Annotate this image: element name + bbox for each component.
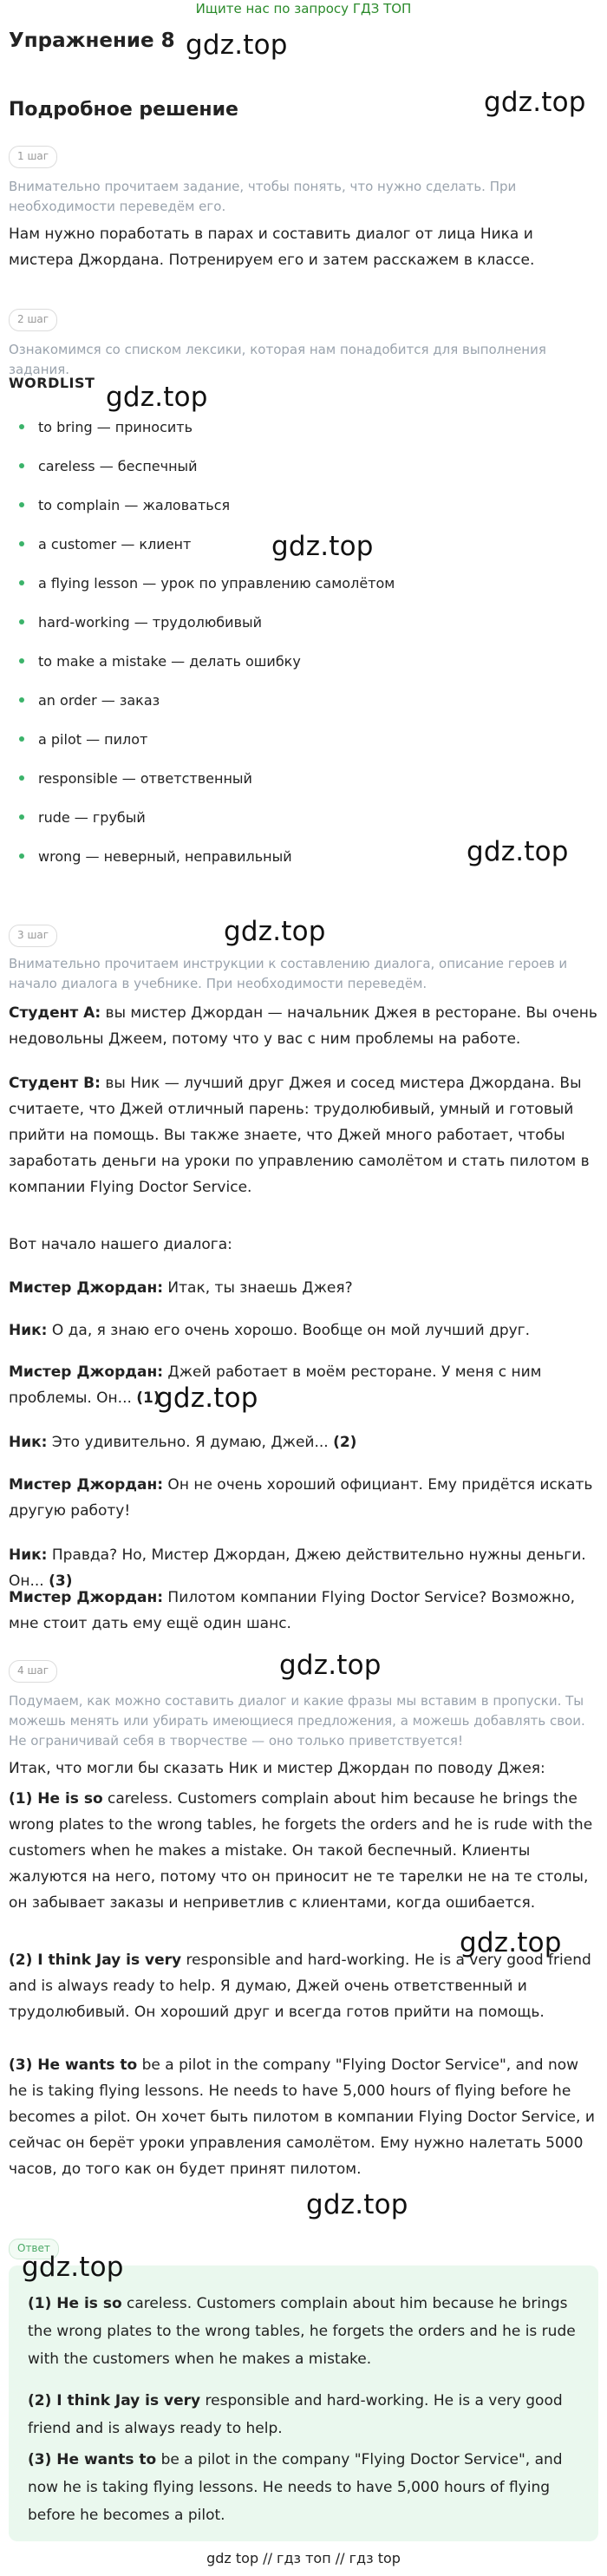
bullet-icon xyxy=(19,853,24,859)
watermark: gdz.top xyxy=(271,531,374,562)
dialog-line: Мистер Джордан: Пилотом компании Flying Doctor Service? Возможно, мне стоит дать ему ещё один шанс. xyxy=(9,1589,576,1632)
bullet-icon xyxy=(19,619,24,624)
watermark: gdz.top xyxy=(279,1650,382,1681)
bullet-icon xyxy=(19,775,24,781)
bullet-icon xyxy=(19,658,24,664)
answer-badge: Ответ xyxy=(9,2239,59,2259)
watermark: gdz.top xyxy=(22,2252,124,2283)
step-hint: Внимательно прочитаем задание, чтобы понять, что нужно сделать. При необходимости переведём его. xyxy=(9,179,517,214)
watermark: gdz.top xyxy=(224,916,326,947)
answer-paragraph: (2) I think Jay is very responsible and hard-working. He is a very good friend and is always ready to help. Я думаю, Джей очень ответственный и трудолюбивый. Он хороший друг и всегда готов прийти на помощь. xyxy=(9,1952,591,2021)
list-item: responsible — ответственный xyxy=(19,770,252,787)
wordlist-title: WORDLIST xyxy=(9,375,95,391)
solution-title: Подробное решение xyxy=(9,99,238,121)
dialog-line: Ник: Это удивительно. Я думаю, Джей... (2) xyxy=(9,1434,357,1451)
bullet-icon xyxy=(19,424,24,429)
step-hint: Ознакомимся со списком лексики, которая нам понадобится для выполнения задания. xyxy=(9,342,546,377)
dialog-line: Мистер Джордан: Джей работает в моём ресторане. У меня с ним проблемы. Он... (1) xyxy=(9,1363,542,1407)
bullet-icon xyxy=(19,541,24,546)
answer-box xyxy=(9,2265,598,2541)
step-text: Нам нужно поработать в парах и составить диалог от лица Ника и мистера Джордана. Потренируем его и затем расскажем в классе. xyxy=(9,226,535,269)
step-badge: 4 шаг xyxy=(9,1660,57,1683)
watermark: gdz.top xyxy=(484,87,586,118)
bullet-icon xyxy=(19,463,24,468)
dialog-intro: Вот начало нашего диалога: xyxy=(9,1236,232,1253)
list-item: careless — беспечный xyxy=(19,458,198,474)
watermark: gdz.top xyxy=(306,2189,408,2220)
bullet-icon xyxy=(19,736,24,742)
list-item: to make a mistake — делать ошибку xyxy=(19,653,301,670)
watermark: gdz.top xyxy=(467,836,569,867)
bullet-icon xyxy=(19,814,24,820)
step-badge: 3 шаг xyxy=(9,925,57,947)
answer-paragraph: (1) He is so careless. Customers complain about him because he brings the wrong plates to the wrong tables, he forgets the orders and he is rude with the customers when he makes a mistake. xyxy=(28,2295,576,2368)
list-item: to bring — приносить xyxy=(19,419,193,435)
list-item: wrong — неверный, неправильный xyxy=(19,848,292,865)
answer-paragraph: (3) He wants to be a pilot in the company "Flying Doctor Service", and now he is taking flying lessons. He needs to have 5,000 hours of flying before he becomes a pilot. xyxy=(28,2451,563,2524)
answer-paragraph: (3) He wants to be a pilot in the company "Flying Doctor Service", and now he is taking flying lessons. He needs to have 5,000 hours of flying before he becomes a pilot. Он хочет быть пилотом в компании Flying Doctor Service, и сейчас он берёт уроки управления самолётом. Ему нужно налетать 5000 часов, до того как он будет принят пилотом. xyxy=(9,2056,595,2178)
step-badge: 2 шаг xyxy=(9,309,57,331)
watermark: gdz.top xyxy=(460,1927,562,1958)
bullet-icon xyxy=(19,697,24,703)
answers-intro: Итак, что могли бы сказать Ник и мистер Джордан по поводу Джея: xyxy=(9,1760,545,1777)
list-item: a pilot — пилот xyxy=(19,731,147,748)
answer-paragraph: (2) I think Jay is very responsible and hard-working. He is a very good friend and is always ready to help. xyxy=(28,2392,563,2437)
answer-paragraph: (1) He is so careless. Customers complain about him because he brings the wrong plates to the wrong tables, he forgets the orders and he is rude with the customers when he makes a mistake. Он такой беспечный. Клиенты жалуются на него, потому что он приносит не те тарелки не на те столы, он забывает заказы и неприветлив с клиентами, когда ошибается. xyxy=(9,1790,593,1912)
list-item: rude — грубый xyxy=(19,809,146,826)
watermark: gdz.top xyxy=(156,1383,258,1414)
list-item: a customer — клиент xyxy=(19,536,191,552)
list-item: a flying lesson — урок по управлению самолётом xyxy=(19,575,395,592)
list-item: to complain — жаловаться xyxy=(19,497,230,513)
step-badge: 1 шаг xyxy=(9,146,57,168)
student-a-text: Студент А: вы мистер Джордан — начальник Джея в ресторане. Вы очень недовольны Джеем, потому что у вас с ним проблемы на работе. xyxy=(9,1004,597,1048)
dialog-line: Ник: О да, я знаю его очень хорошо. Вообще он мой лучший друг. xyxy=(9,1322,531,1339)
footer-links[interactable]: gdz top // гдз топ // гдз top xyxy=(206,2550,401,2566)
top-search-banner[interactable]: Ищите нас по запросу ГДЗ ТОП xyxy=(195,1,412,16)
watermark: gdz.top xyxy=(186,29,288,61)
dialog-line: Мистер Джордан: Итак, ты знаешь Джея? xyxy=(9,1279,353,1297)
list-item: an order — заказ xyxy=(19,692,160,709)
bullet-icon xyxy=(19,580,24,585)
watermark: gdz.top xyxy=(106,382,208,413)
bullet-icon xyxy=(19,502,24,507)
list-item: hard-working — трудолюбивый xyxy=(19,614,262,631)
student-b-text: Студент В: вы Ник — лучший друг Джея и сосед мистера Джордана. Вы считаете, что Джей отличный парень: трудолюбивый, умный и готовый прийти на помощь. Вы также знаете, что Джей много работает, чтобы заработать деньги на уроки по управлению самолётом и стать пилотом в компании Flying Doctor Service. xyxy=(9,1075,590,1196)
dialog-line: Ник: Правда? Но, Мистер Джордан, Джею действительно нужны деньги. Он... (3) xyxy=(9,1546,586,1590)
step-hint: Подумаем, как можно составить диалог и какие фразы мы вставим в пропуски. Ты можешь менять или убирать имеющиеся предложения, а можешь добавлять свои. Не ограничивай себя в творчестве — оно только приветствуется! xyxy=(9,1693,585,1749)
dialog-line: Мистер Джордан: Он не очень хороший официант. Ему придётся искать другую работу! xyxy=(9,1476,593,1520)
step-hint: Внимательно прочитаем инструкции к составлению диалога, описание героев и начало диалога в учебнике. При необходимости переведём. xyxy=(9,956,568,991)
exercise-title: Упражнение 8 xyxy=(9,29,175,52)
